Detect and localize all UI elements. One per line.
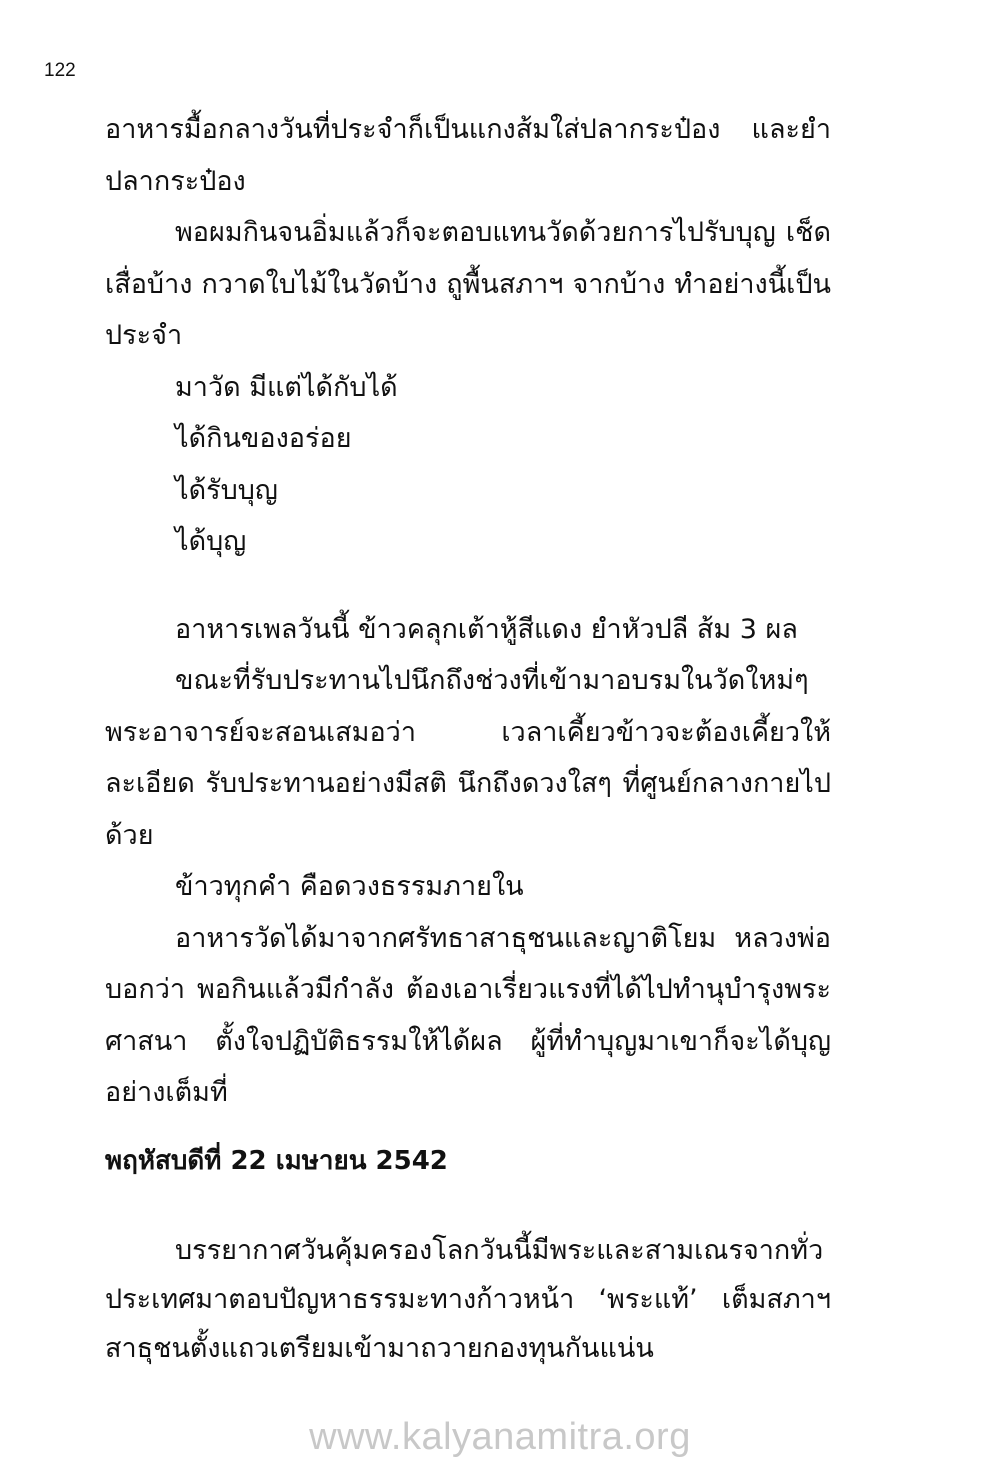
paragraph-noon-meal: อาหารเพลวันนี้ ข้าวคลุกเต้าหู้สีแดง ยำหัวปลี ส้ม 3 ผล: [175, 613, 798, 645]
verse-line: มาวัด มีแต่ได้กับได้: [175, 371, 398, 403]
paragraph-every-bite: ข้าวทุกคำ คือดวงธรรมภายใน: [175, 871, 524, 902]
paragraph-giving-back: พอผมกินจนอิ่มแล้วก็จะตอบแทนวัดด้วยการไปรับบุญ เช็ดเสื่อบ้าง กวาดใบไม้ในวัดบ้าง ถูพื้นสภาฯ จากบ้าง ทำอย่างนี้เป็นประจำ: [105, 217, 831, 351]
verse-line: ได้รับบุญ: [175, 474, 278, 506]
body-text-section-1: [105, 104, 831, 1119]
paragraph-lunch-menu: อาหารมื้อกลางวันที่ประจำก็เป็นแกงส้มใส่ปลากระป๋อง และยำปลากระป๋อง: [105, 114, 831, 197]
date-heading: พฤหัสบดีที่ 22 เมษายน 2542: [105, 1146, 448, 1176]
paragraph-spacer: [105, 568, 831, 604]
verse-line: ได้บุญ: [175, 526, 247, 557]
verse-line: ได้กินของอร่อย: [175, 423, 352, 454]
paragraph-teacher-advice: ขณะที่รับประทานไปนึกถึงช่วงที่เข้ามาอบรมในวัดใหม่ๆ พระอาจารย์จะสอนเสมอว่า เวลาเคี้ยวข้าวจะต้องเคี้ยวให้ละเอียด รับประทานอย่างมีสติ นึกถึงดวงใสๆ ที่ศูนย์กลางกายไปด้วย: [105, 665, 831, 851]
paragraph-earth-day: บรรยากาศวันคุ้มครองโลกวันนี้มีพระและสามเณรจากทั่วประเทศมาตอบปัญหาธรรมะทางก้าวหน้า ‘พระแท้’ เต็มสภาฯ สาธุชนตั้งแถวเตรียมเข้ามาถวายกองทุนกันแน่น: [105, 1235, 831, 1364]
page-number: 122: [44, 60, 76, 81]
body-text-section-2: [105, 1226, 831, 1373]
website-watermark: www.kalyanamitra.org: [309, 1416, 691, 1458]
paragraph-temple-food: อาหารวัดได้มาจากศรัทธาสาธุชนและญาติโยม หลวงพ่อบอกว่า พอกินแล้วมีกำลัง ต้องเอาเรี่ยวแรงที่ได้ไปทำนุบำรุงพระศาสนา ตั้งใจปฏิบัติธรรมให้ได้ผล ผู้ที่ทำบุญมาเขาก็จะได้บุญอย่างเต็มที่: [105, 922, 831, 1108]
verse-block: [105, 362, 831, 568]
